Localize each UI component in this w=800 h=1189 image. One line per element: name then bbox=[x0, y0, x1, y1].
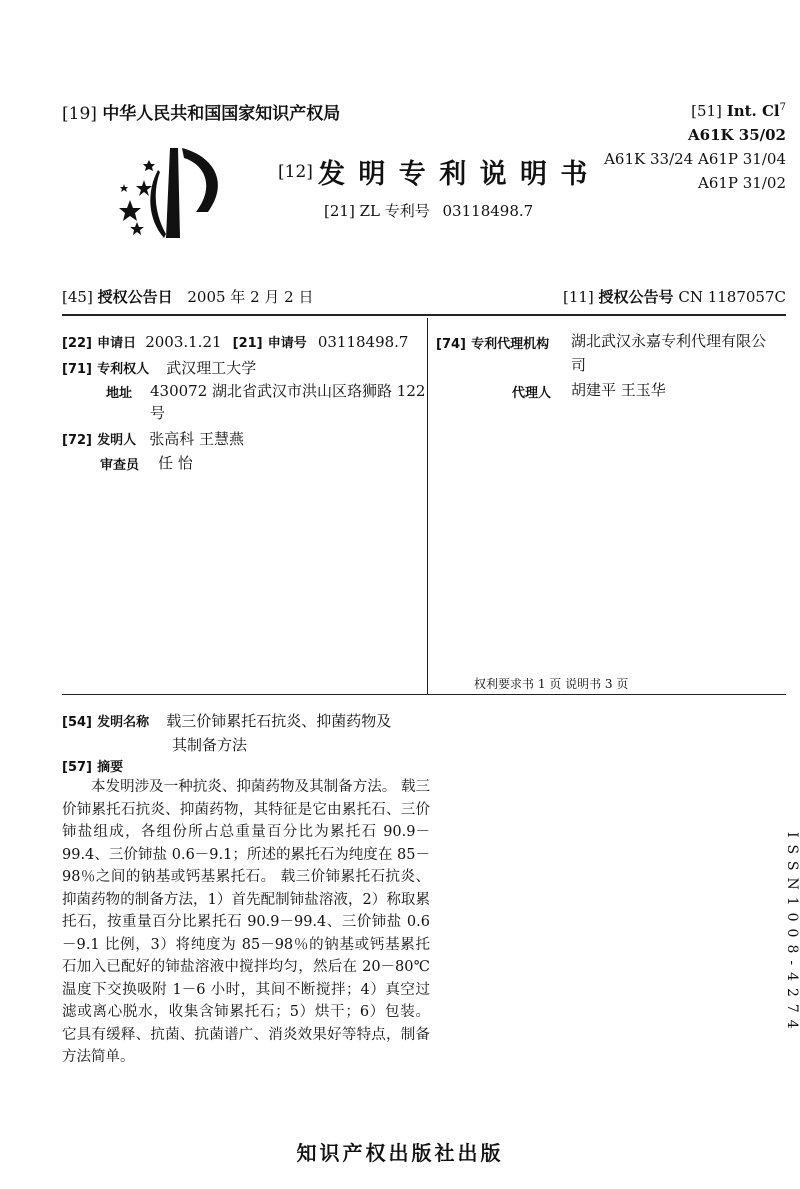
grant-no-code: [11] bbox=[562, 288, 594, 306]
intcl-label: Int. Cl bbox=[726, 102, 780, 120]
patentee-label: 专利权人 bbox=[97, 362, 150, 377]
intcl-main: A61K 35/02 bbox=[688, 126, 786, 144]
patentee-code: [71] bbox=[62, 362, 92, 377]
filing-date: 2003.1.21 bbox=[145, 333, 222, 351]
invention-title-line1: 载三价铈累托石抗炎、抑菌药物及 bbox=[166, 712, 392, 730]
patentee: 武汉理工大学 bbox=[166, 359, 257, 377]
patent-no: 03118498.7 bbox=[442, 202, 534, 220]
inventor-code: [72] bbox=[62, 433, 92, 448]
page-count: 权利要求书 1 页 说明书 3 页 bbox=[474, 677, 629, 691]
title-code: [54] bbox=[62, 715, 92, 730]
address-line1: 430072 湖北省武汉市洪山区珞狮路 122 bbox=[150, 382, 426, 400]
doc-type-title: 发 明 专 利 说 明 书 bbox=[318, 159, 590, 190]
inventors: 张高科 王慧燕 bbox=[149, 430, 244, 448]
intcl-line3: A61P 31/02 bbox=[697, 174, 786, 192]
intcl-sup: 7 bbox=[779, 102, 786, 113]
examiner: 任 怡 bbox=[158, 454, 193, 472]
agent-label: 代理人 bbox=[512, 386, 552, 401]
star-icon bbox=[143, 160, 155, 171]
inventor-label: 发明人 bbox=[97, 433, 137, 448]
agency-label: 专利代理机构 bbox=[471, 337, 550, 352]
grant-date-label: 授权公告日 bbox=[97, 288, 173, 306]
publisher-footer: 知识产权出版社出版 bbox=[296, 1141, 504, 1165]
patent-no-label: ZL 专利号 bbox=[359, 202, 430, 220]
rule-divider bbox=[427, 318, 428, 694]
office-code: [19] bbox=[62, 104, 97, 124]
patent-no-code: [21] bbox=[324, 202, 355, 220]
int-cl-block bbox=[604, 96, 786, 195]
intcl-code: [51] bbox=[691, 102, 722, 120]
star-icon bbox=[136, 180, 152, 196]
star-icon bbox=[130, 222, 144, 235]
doc-type-code: [12] bbox=[278, 162, 313, 182]
grant-date: 2005 年 2 月 2 日 bbox=[187, 288, 314, 306]
agents: 胡建平 王玉华 bbox=[571, 381, 666, 399]
side-issn: ISSN1008-4274 bbox=[784, 832, 800, 1036]
office-name: 中华人民共和国国家知识产权局 bbox=[102, 104, 341, 124]
filing-date-code: [22] bbox=[62, 336, 92, 351]
sipo-emblem-logo bbox=[108, 142, 238, 242]
abstract-code: [57] bbox=[62, 760, 92, 775]
grant-no-label: 授权公告号 bbox=[598, 288, 674, 306]
rule-bottom bbox=[62, 694, 786, 695]
grant-no: CN 1187057C bbox=[678, 288, 786, 306]
filing-date-label: 申请日 bbox=[97, 336, 137, 351]
intcl-line2: A61K 33/24 A61P 31/04 bbox=[604, 150, 786, 168]
abstract-text: 本发明涉及一种抗炎、抑菌药物及其制备方法。 载三价铈累托石抗炎、抑菌药物，其特征是它由累托石、三价铈盐组成，各组份所占总重量百分比为累托石 90.9－99.4、三价铈盐 0.6－9.1；所述的累托石为纯度在 85－98％之间的钠基或钙基累托石。 载三价铈累托石抗炎、抑菌药物的制备方法，1）首先配制铈盐溶液，2）称取累托石，按重量百分比累托石 90.9－99.4、三价铈盐 0.6－9.1 比例，3）将纯度为 85－98％的钠基或钙基累托石加入已配好的铈盐溶液中搅拌均匀，然后在 20－80℃温度下交换吸附 1－6 小时，其间不断搅拌；4）真空过滤或离心脱水，收集含铈累托石；5）烘干；6）包装。 它具有缓释、抗菌、抗菌谱广、消炎效果好等特点，制备方法简单。 bbox=[62, 779, 430, 1065]
app-no: 03118498.7 bbox=[317, 333, 409, 351]
agency-code: [74] bbox=[436, 337, 466, 352]
address-line2: 号 bbox=[150, 404, 166, 422]
rule-top bbox=[62, 314, 786, 316]
title-label: 发明名称 bbox=[97, 715, 150, 730]
agency-line2: 司 bbox=[571, 356, 587, 374]
invention-title-line2: 其制备方法 bbox=[172, 736, 248, 754]
grant-date-code: [45] bbox=[62, 288, 93, 306]
star-icon bbox=[120, 184, 128, 192]
app-no-code: [21] bbox=[232, 336, 263, 351]
app-no-label: 申请号 bbox=[267, 336, 307, 351]
examiner-label: 审查员 bbox=[100, 458, 140, 473]
abstract-label: 摘要 bbox=[97, 760, 124, 775]
agency-line1: 湖北武汉永嘉专利代理有限公 bbox=[571, 332, 767, 350]
star-icon bbox=[119, 200, 141, 221]
address-label: 地址 bbox=[106, 386, 133, 401]
